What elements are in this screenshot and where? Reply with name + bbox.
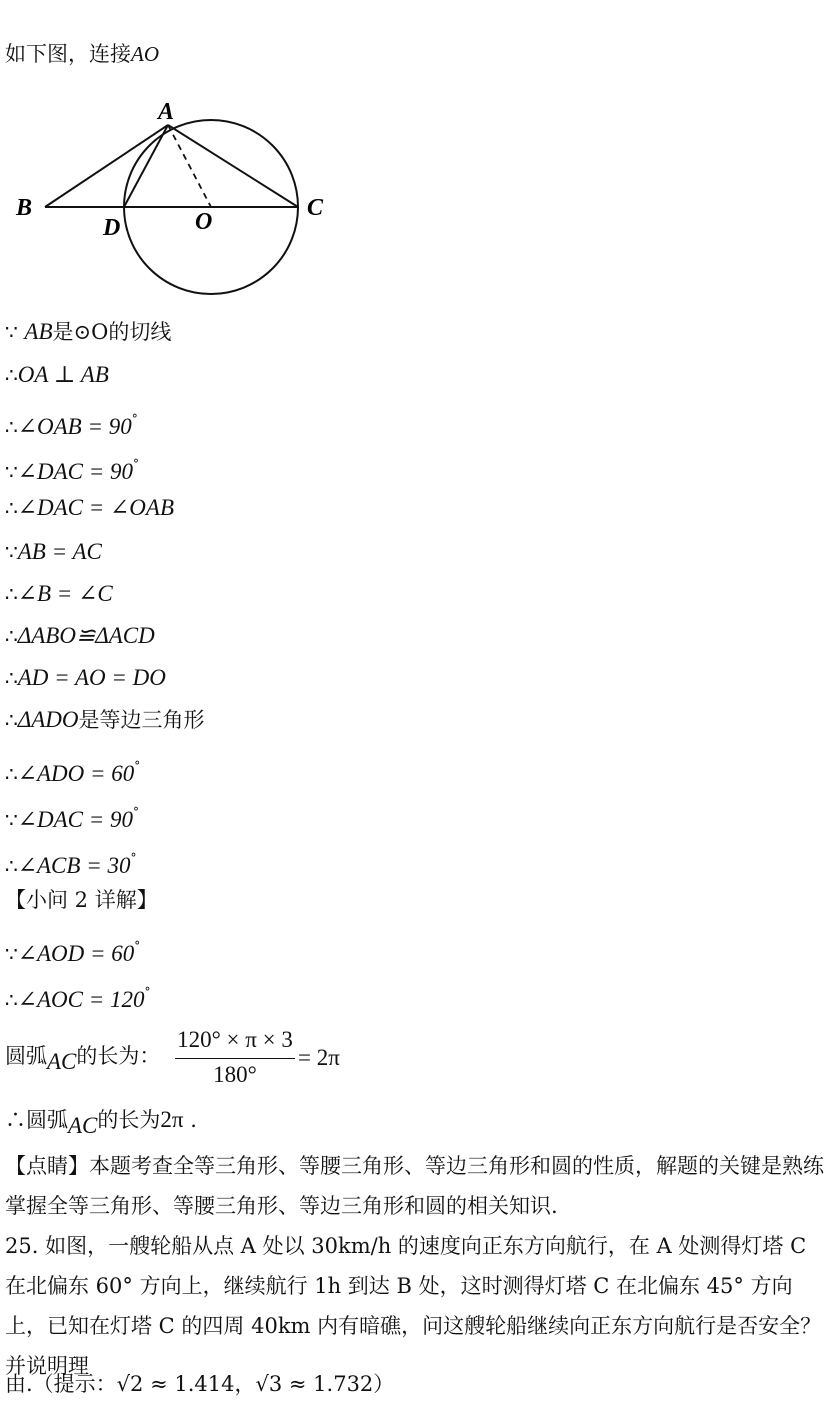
step-8: ∴ΔABO≌ΔACD: [5, 623, 155, 648]
part2-step-1: ∵∠AOD = 60°: [5, 939, 141, 966]
intro-line: [5, 40, 159, 68]
step-10: ∴ΔADO是等边三角形: [5, 707, 205, 732]
label-c: C: [307, 195, 324, 221]
segment-ad: [124, 125, 168, 207]
step-3: ∴∠OAB = 90°: [5, 412, 138, 439]
label-d: D: [103, 215, 121, 241]
segment-ac: [168, 125, 298, 207]
label-b: B: [16, 195, 33, 221]
fraction-bar: [175, 1058, 295, 1059]
step-13: ∴∠ACB = 30°: [5, 851, 137, 878]
part2-heading: 【小问 2 详解】: [5, 888, 158, 912]
step-2: ∴OA ⊥ AB: [5, 362, 109, 387]
problem-25-hint: 由.（提示：√2 ≈ 1.414，√3 ≈ 1.732）: [5, 1372, 395, 1396]
conclusion-line: ∴圆弧AC的长为2π .: [5, 1107, 197, 1138]
geometry-figure: [0, 95, 340, 300]
step-6: ∵AB = AC: [5, 539, 102, 564]
step-12: ∵∠DAC = 90°: [5, 805, 140, 832]
step-5: ∴∠DAC = ∠OAB: [5, 495, 175, 520]
label-a: A: [158, 99, 175, 125]
part2-step-2: ∴∠AOC = 120°: [5, 985, 151, 1012]
arc-fraction: [175, 1027, 295, 1090]
intro-text: 如下图，连接: [5, 42, 131, 66]
step-4: ∵∠DAC = 90°: [5, 457, 140, 484]
problem-25: 25. 如图，一艘轮船从点 A 处以 30km/h 的速度向正东方向航行，在 A 处测得灯塔 C 在北偏东 60° 方向上，继续航行 1h 到达 B 处，这时测得灯塔 C 在北偏东 45° 方向上，已知在灯塔 C 的四周 40km 内有暗礁，问这艘轮船继续向正东方向航行是否安全？并说明理: [5, 1234, 822, 1378]
comment-paragraph: 【点睛】本题考查全等三角形、等腰三角形、等边三角形和圆的性质，解题的关键是熟练掌握全等三角形、等腰三角形、等边三角形和圆的相关知识.: [5, 1154, 824, 1218]
step-1: ∵ AB是⊙O的切线: [5, 319, 172, 344]
step-11: ∴∠ADO = 60°: [5, 759, 141, 786]
intro-var: AO: [131, 42, 159, 66]
step-9: ∴AD = AO = DO: [5, 665, 166, 690]
fraction-numerator: 120° × π × 3: [177, 1027, 293, 1052]
fraction-denominator: 180°: [213, 1062, 257, 1087]
segment-ab: [45, 125, 168, 207]
arc-result: = 2π: [298, 1045, 340, 1070]
step-7: ∴∠B = ∠C: [5, 581, 113, 606]
segment-ao-dashed: [168, 125, 211, 207]
label-o: O: [195, 209, 213, 235]
arc-line: 圆弧AC的长为：: [5, 1044, 161, 1074]
